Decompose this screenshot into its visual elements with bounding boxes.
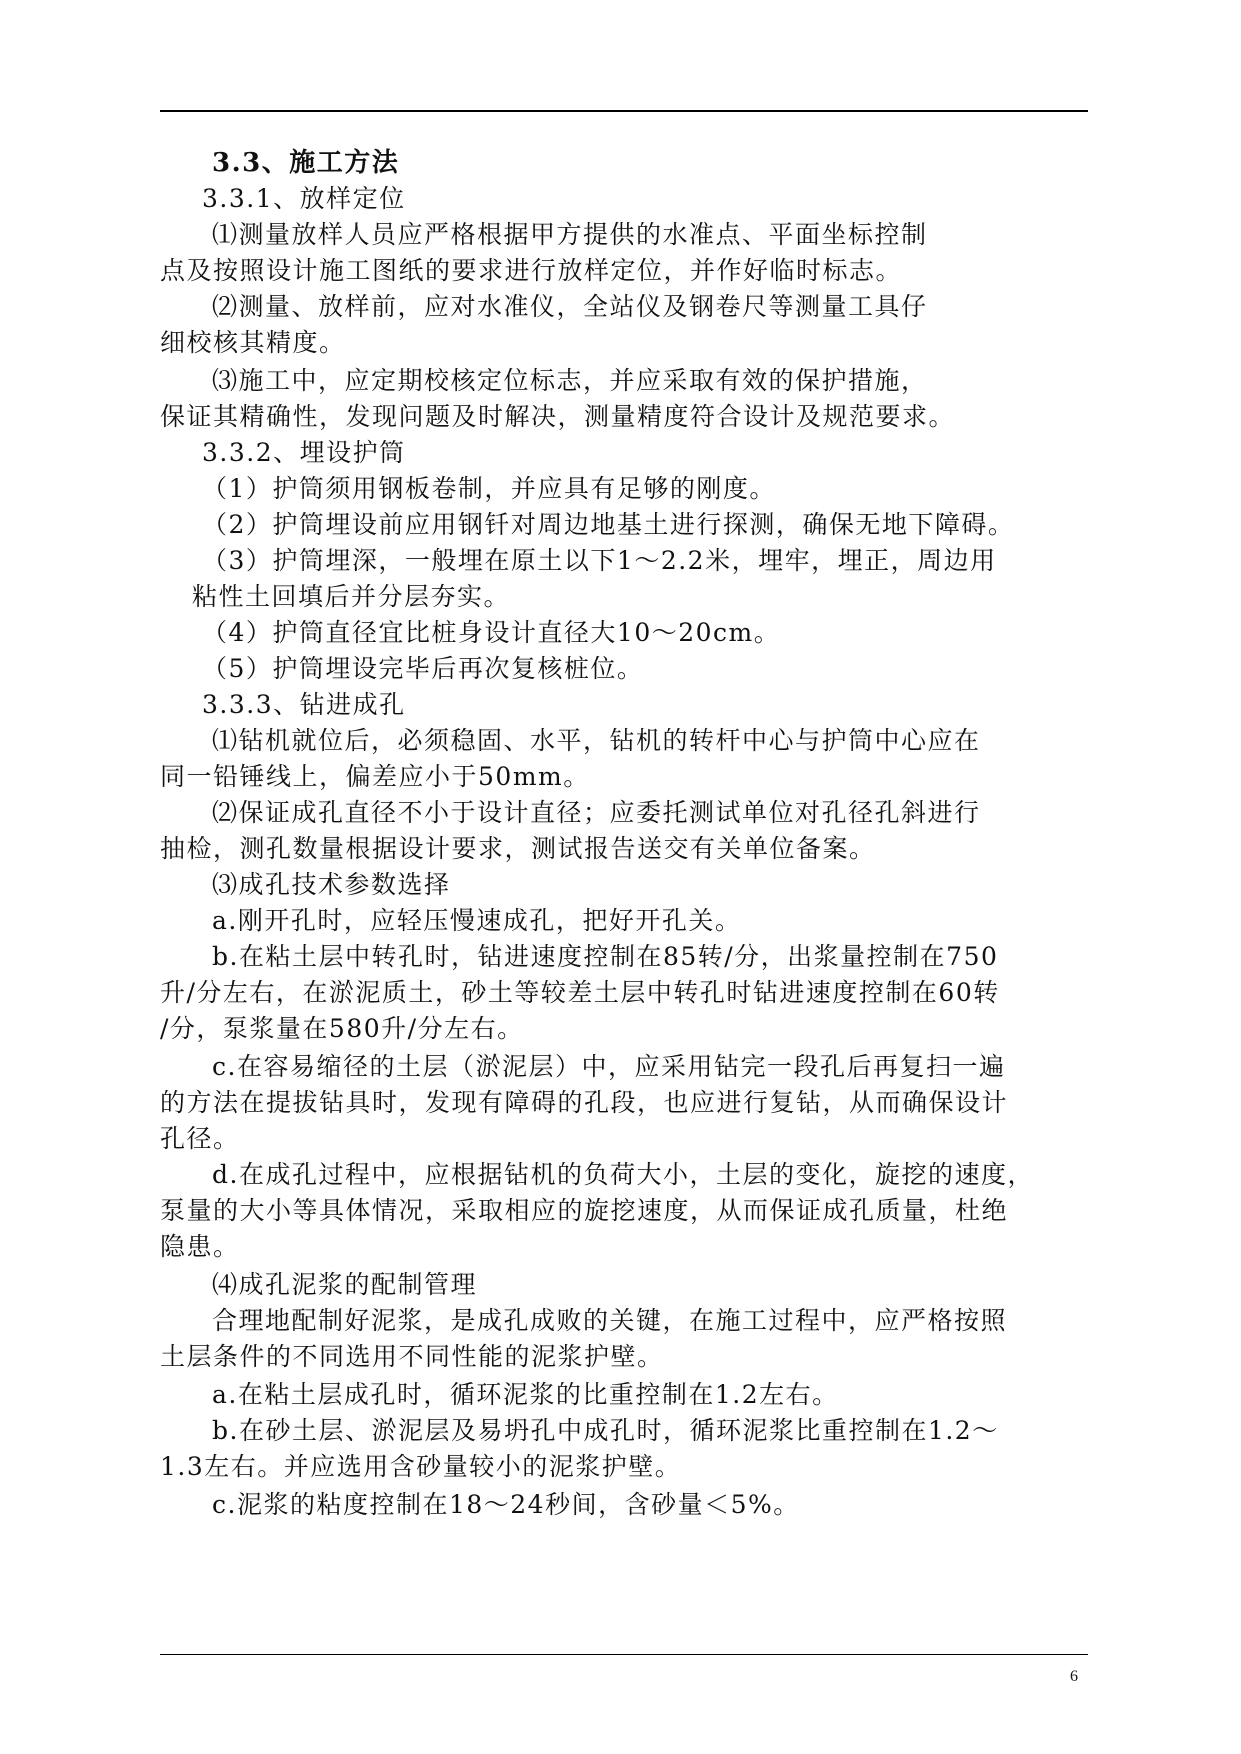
subsection-heading: 3.3.2、埋设护筒 — [202, 438, 406, 467]
section-heading: 3.3、施工方法 — [212, 148, 400, 178]
paragraph-line: 保证其精确性，发现问题及时解决，测量精度符合设计及规范要求。 — [160, 402, 956, 431]
paragraph-line: 的方法在提拔钻具时，发现有障碍的孔段，也应进行复钻，从而确保设计 — [160, 1088, 1009, 1117]
header-rule — [160, 110, 1088, 112]
paragraph-line: 泵量的大小等具体情况，采取相应的旋挖速度，从而保证成孔质量，杜绝 — [160, 1196, 1009, 1225]
paragraph-line: ⑵测量、放样前，应对水准仪，全站仪及钢卷尺等测量工具仔 — [212, 292, 928, 321]
paragraph-line: （2）护筒埋设前应用钢钎对周边地基土进行探测，确保无地下障碍。 — [202, 510, 1015, 539]
paragraph-line: 升/分左右，在淤泥质土，砂土等较差土层中转孔时钻进速度控制在60转 — [160, 978, 1000, 1007]
paragraph-line: ⑵保证成孔直径不小于设计直径；应委托测试单位对孔径孔斜进行 — [212, 798, 981, 827]
paragraph-line: ⑶施工中，应定期校核定位标志，并应采取有效的保护措施， — [212, 366, 928, 395]
paragraph-line: 隐患。 — [160, 1232, 240, 1261]
paragraph-line: c.在容易缩径的土层（淤泥层）中，应采用钻完一段孔后再复扫一遍 — [212, 1052, 1006, 1081]
paragraph-line: 土层条件的不同选用不同性能的泥浆护壁。 — [160, 1342, 664, 1371]
paragraph-line: 粘性土回填后并分层夯实。 — [192, 582, 511, 611]
paragraph-line: ⑴测量放样人员应严格根据甲方提供的水准点、平面坐标控制 — [212, 220, 928, 249]
subsection-heading: 3.3.3、钻进成孔 — [202, 690, 406, 719]
paragraph-line: 孔径。 — [160, 1124, 240, 1153]
paragraph-line: b.在粘土层中转孔时，钻进速度控制在85转/分，出浆量控制在750 — [212, 942, 999, 971]
paragraph-line: （1）护筒须用钢板卷制，并应具有足够的刚度。 — [202, 474, 776, 503]
paragraph-line: （4）护筒直径宜比桩身设计直径大10～20cm。 — [202, 618, 781, 647]
paragraph-line: ⑷成孔泥浆的配制管理 — [212, 1270, 478, 1299]
footer-rule — [160, 1654, 1088, 1655]
paragraph-line: ⑴钻机就位后，必须稳固、水平，钻机的转杆中心与护筒中心应在 — [212, 726, 981, 755]
paragraph-line: d.在成孔过程中，应根据钻机的负荷大小，土层的变化，旋挖的速度， — [212, 1160, 1034, 1189]
paragraph-line: 1.3左右。并应选用含砂量较小的泥浆护壁。 — [160, 1452, 682, 1481]
paragraph-line: 抽检，测孔数量根据设计要求，测试报告送交有关单位备案。 — [160, 834, 876, 863]
paragraph-line: ⑶成孔技术参数选择 — [212, 870, 451, 899]
paragraph-line: 点及按照设计施工图纸的要求进行放样定位，并作好临时标志。 — [160, 256, 903, 285]
paragraph-line: c.泥浆的粘度控制在18～24秒间，含砂量＜5%。 — [212, 1490, 800, 1519]
paragraph-line: a.刚开孔时，应轻压慢速成孔，把好开孔关。 — [212, 906, 742, 935]
paragraph-line: （5）护筒埋设完毕后再次复核桩位。 — [202, 654, 644, 683]
subsection-heading: 3.3.1、放样定位 — [202, 184, 406, 213]
page-number: 6 — [1070, 1668, 1078, 1685]
paragraph-line: b.在砂土层、淤泥层及易坍孔中成孔时，循环泥浆比重控制在1.2～ — [212, 1416, 999, 1445]
paragraph-line: a.在粘土层成孔时，循环泥浆的比重控制在1.2左右。 — [212, 1380, 839, 1409]
paragraph-line: （3）护筒埋深，一般埋在原土以下1～2.2米，埋牢，埋正，周边用 — [202, 546, 997, 575]
paragraph-line: /分，泵浆量在580升/分左右。 — [160, 1014, 524, 1043]
paragraph-line: 细校核其精度。 — [160, 328, 346, 357]
paragraph-line: 同一铅锤线上，偏差应小于50mm。 — [160, 762, 590, 791]
paragraph-line: 合理地配制好泥浆，是成孔成败的关键，在施工过程中，应严格按照 — [212, 1306, 1008, 1335]
